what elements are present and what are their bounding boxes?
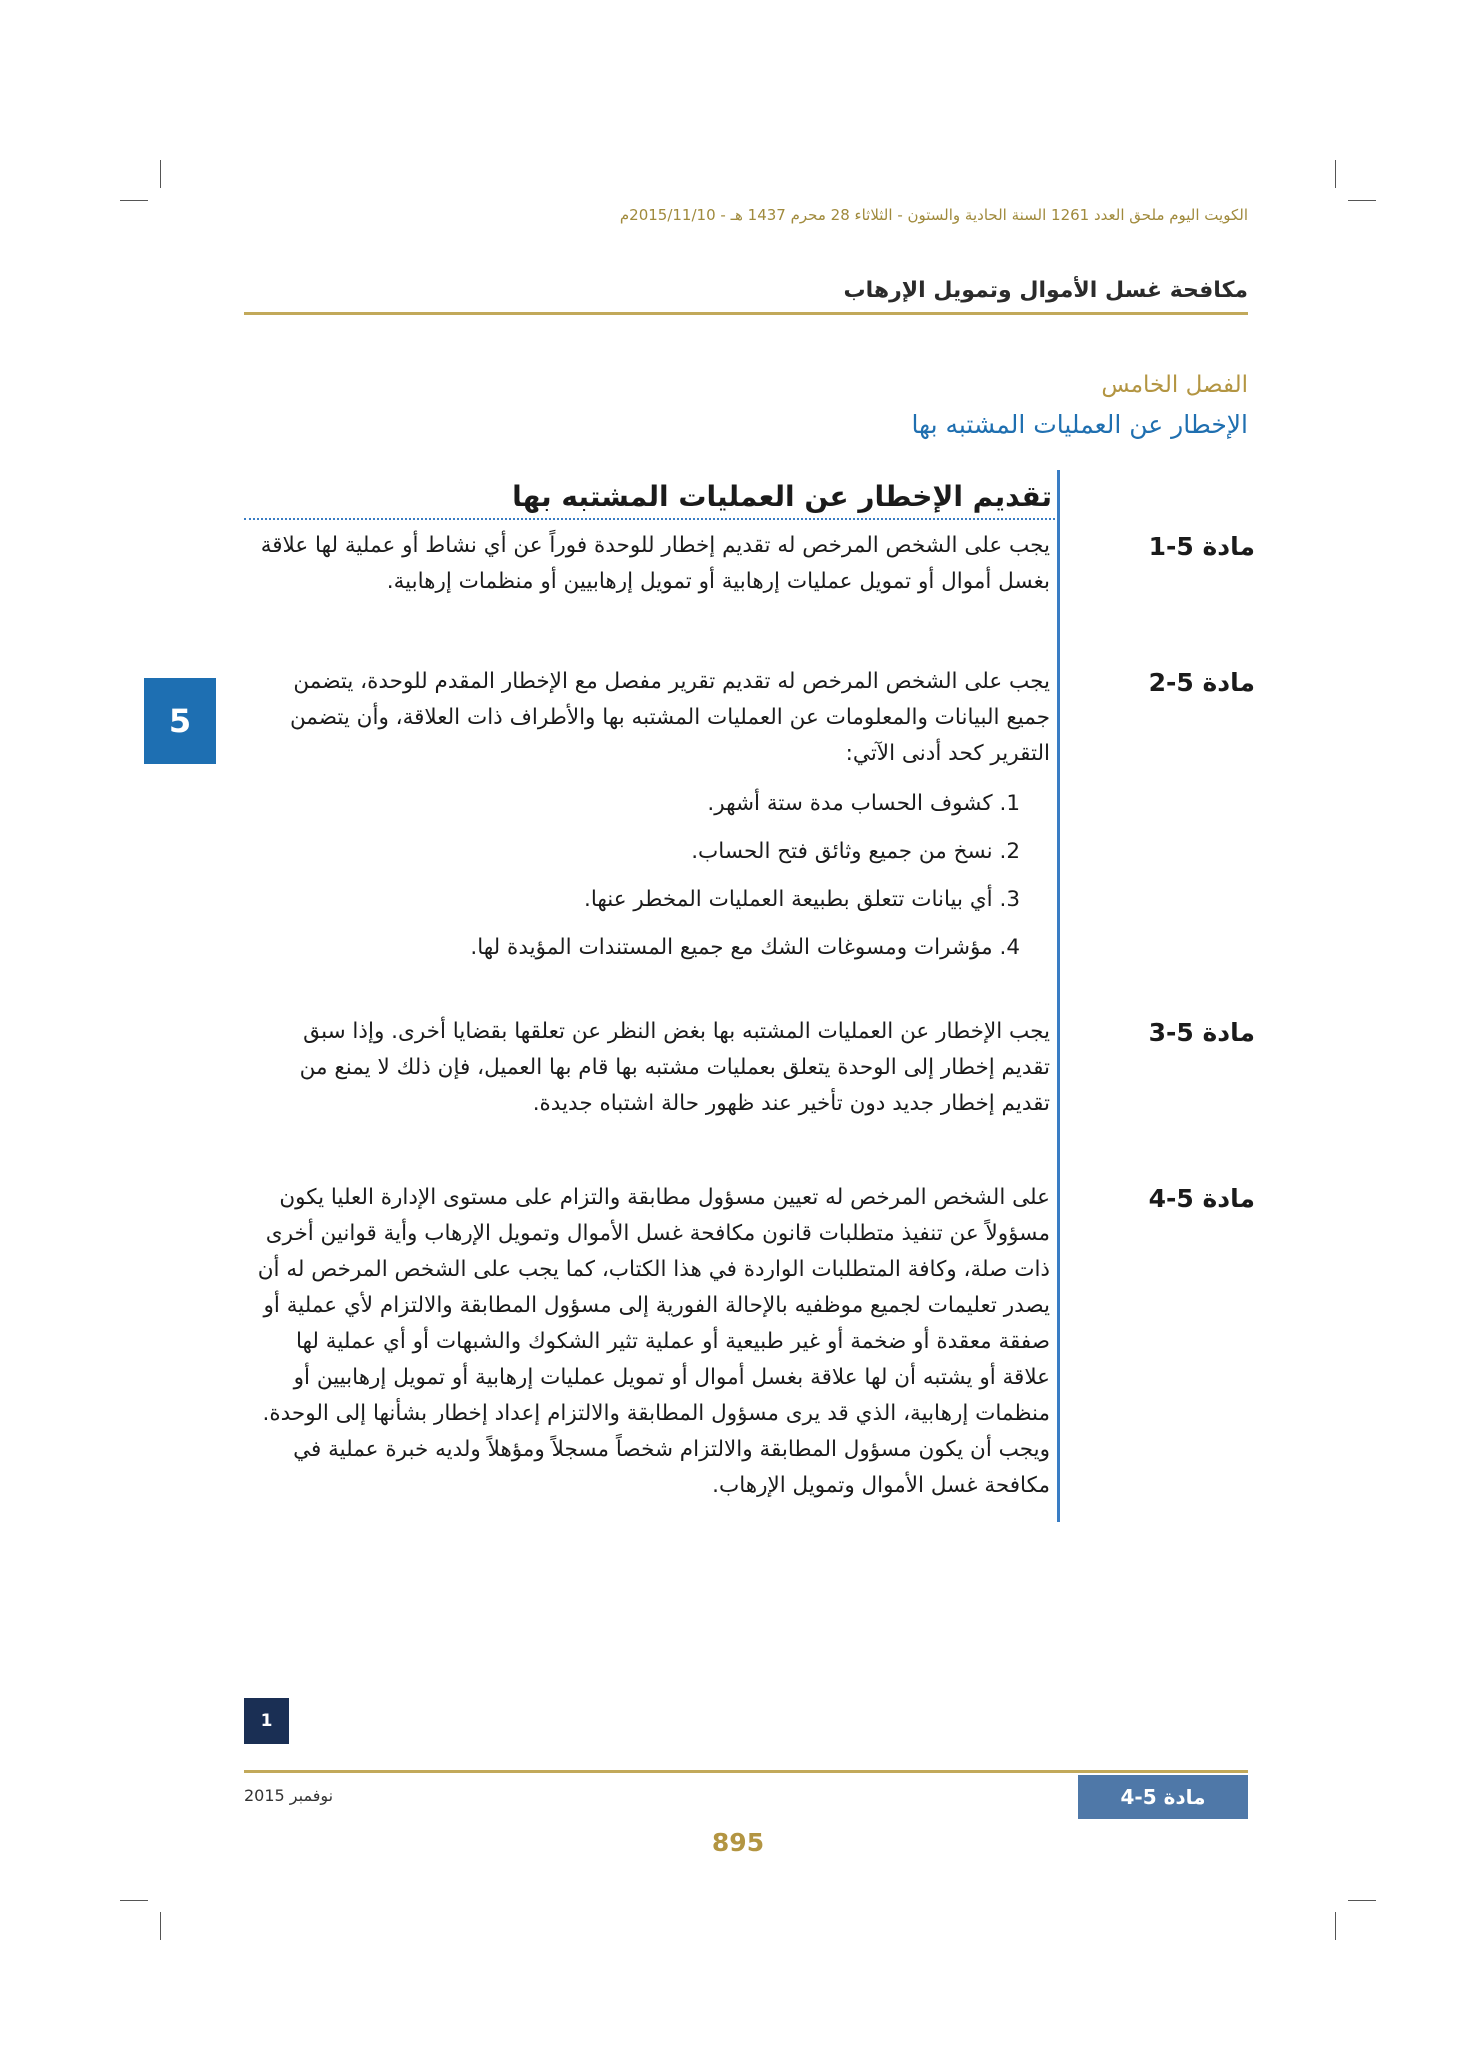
footer-divider [244, 1770, 1248, 1773]
section-title: تقديم الإخطار عن العمليات المشتبه بها [512, 480, 1052, 513]
crop-mark [1335, 160, 1336, 188]
page-number: 895 [711, 1828, 765, 1857]
list-item: 2. نسخ من جميع وثائق فتح الحساب. [691, 839, 1020, 864]
article-text: يجب الإخطار عن العمليات المشتبه بها بغض النظر عن تعلقها بقضايا أخرى. وإذا سبق تقديم إخطار إلى الوحدة يتعلق بعمليات مشتبه بها قام بها العميل، فإن ذلك لا يمنع من تقديم إخطار جديد دون تأخير عند ظهور حالة اشتباه جديدة. [299, 1019, 1050, 1116]
list-item: 1. كشوف الحساب مدة ستة أشهر. [707, 791, 1020, 816]
list-item: 3. أي بيانات تتعلق بطبيعة العمليات المخطر عنها. [583, 887, 1020, 912]
article-label: مادة 5-3 [1148, 1018, 1255, 1047]
crop-mark [160, 160, 161, 188]
crop-mark [160, 1912, 161, 1940]
gazette-header-line: الكويت اليوم ملحق العدد 1261 السنة الحادية والستون - الثلاثاء 28 محرم 1437 هـ - 2015/11/10م [619, 206, 1248, 224]
book-title: مكافحة غسل الأموال وتمويل الإرهاب [843, 278, 1248, 303]
article-label: مادة 5-2 [1148, 668, 1255, 697]
crop-mark [1348, 200, 1376, 201]
article-text: على الشخص المرخص له تعيين مسؤول مطابقة والتزام على مستوى الإدارة العليا يكون مسؤولاً عن تنفيذ متطلبات قانون مكافحة غسل الأموال وتمويل الإرهاب وأية قوانين أخرى ذات صلة، وكافة المتطلبات الواردة في هذا الكتاب، كما يجب على الشخص المرخص له أن يصدر تعليمات لجميع موظفيه بالإحالة الفورية إلى مسؤول المطابقة والالتزام لأي عملية أو صفقة معقدة أو ضخمة أو غير طبيعية أو عملية تثير الشكوك والشبهات أو أي عملية لها علاقة أو يشتبه أن لها علاقة بغسل أموال أو تمويل عمليات إرهابية أو تمويل إرهابيين أو منظمات إرهابية، الذي قد يرى مسؤول المطابقة والالتزام إعداد إخطار بشأنها إلى الوحدة. ويجب أن يكون مسؤول المطابقة والالتزام شخصاً مسجلاً ومؤهلاً ولديه خبرة عملية في مكافحة غسل الأموال وتمويل الإرهاب. [257, 1185, 1050, 1498]
header-divider [244, 312, 1248, 315]
list-item: 4. مؤشرات ومسوغات الشك مع جميع المستندات المؤيدة لها. [470, 935, 1020, 960]
chapter-side-tab: 5 [144, 678, 216, 764]
section-vertical-rule [1057, 470, 1060, 1522]
page-index-box: 1 [244, 1698, 289, 1744]
article-label: مادة 5-4 [1148, 1184, 1255, 1213]
footer-article-badge: مادة 5-4 [1078, 1775, 1248, 1819]
article-text: يجب على الشخص المرخص له تقديم إخطار للوحدة فوراً عن أي نشاط أو عملية لها علاقة بغسل أموال أو تمويل عمليات إرهابية أو تمويل إرهابيين أو منظمات إرهابية. [260, 533, 1050, 594]
article-label: مادة 5-1 [1148, 532, 1255, 561]
section-dotted-divider [244, 518, 1055, 520]
footer-date: نوفمبر 2015 [244, 1786, 334, 1805]
crop-mark [1348, 1900, 1376, 1901]
crop-mark [120, 1900, 148, 1901]
crop-mark [120, 200, 148, 201]
crop-mark [1335, 1912, 1336, 1940]
article-text: يجب على الشخص المرخص له تقديم تقرير مفصل مع الإخطار المقدم للوحدة، يتضمن جميع البيانات والمعلومات عن العمليات المشتبه بها والأطراف ذات العلاقة، وأن يتضمن التقرير كحد أدنى الآتي: [289, 669, 1050, 766]
chapter-title: الفصل الخامس [1101, 372, 1248, 398]
chapter-subtitle: الإخطار عن العمليات المشتبه بها [911, 410, 1248, 439]
